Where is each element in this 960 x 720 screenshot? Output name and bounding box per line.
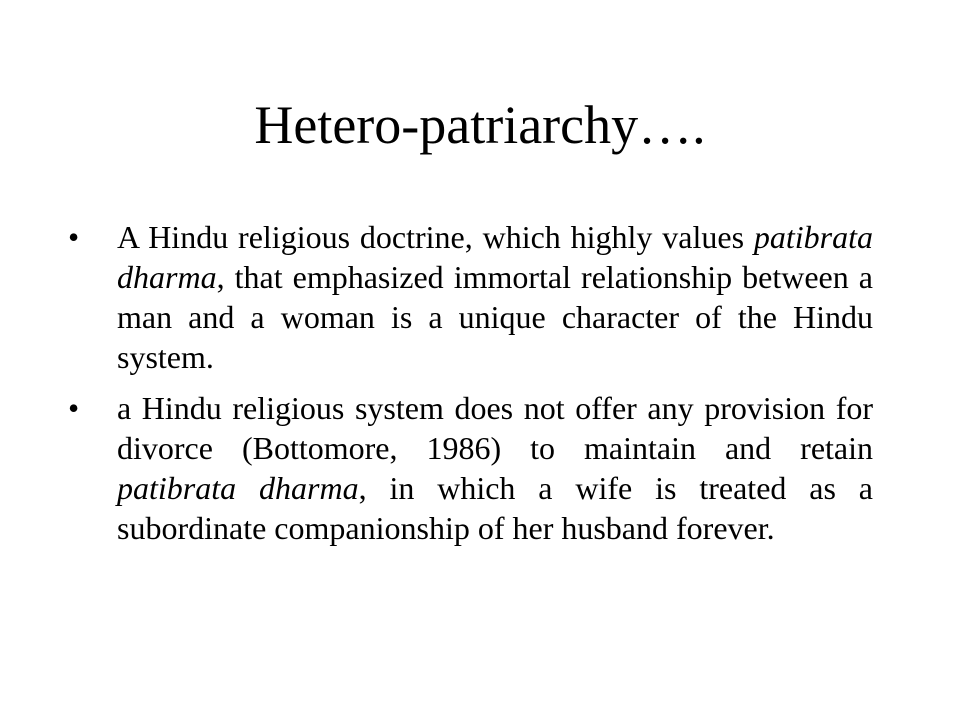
bullet-text-segment: a Hindu religious system does not offer any provision for divorce (Bottomore, 1986) to maintain and retain — [117, 390, 873, 466]
bullet-text-emphasis: patibrata dharma — [117, 219, 873, 295]
bullet-text-segment: A Hindu religious doctrine, which highly values — [117, 219, 754, 255]
bullet-list — [68, 217, 874, 559]
bullet-marker: • — [68, 390, 80, 426]
bullet-item-1 — [68, 217, 873, 377]
bullet-text — [117, 388, 873, 548]
bullet-text — [117, 217, 873, 377]
bullet-text-emphasis: patibrata dharma — [117, 470, 359, 506]
bullet-item-2 — [68, 388, 874, 548]
bullet-marker: • — [68, 219, 80, 255]
slide-title: Hetero-patriarchy…. — [254, 95, 706, 155]
bullet-text-segment: , in which a wife is treated as a subordinate companionship of her husband forever. — [117, 470, 874, 546]
bullet-text-segment: , that emphasized immortal relationship between a man and a woman is a unique character of the Hindu system. — [117, 259, 873, 375]
